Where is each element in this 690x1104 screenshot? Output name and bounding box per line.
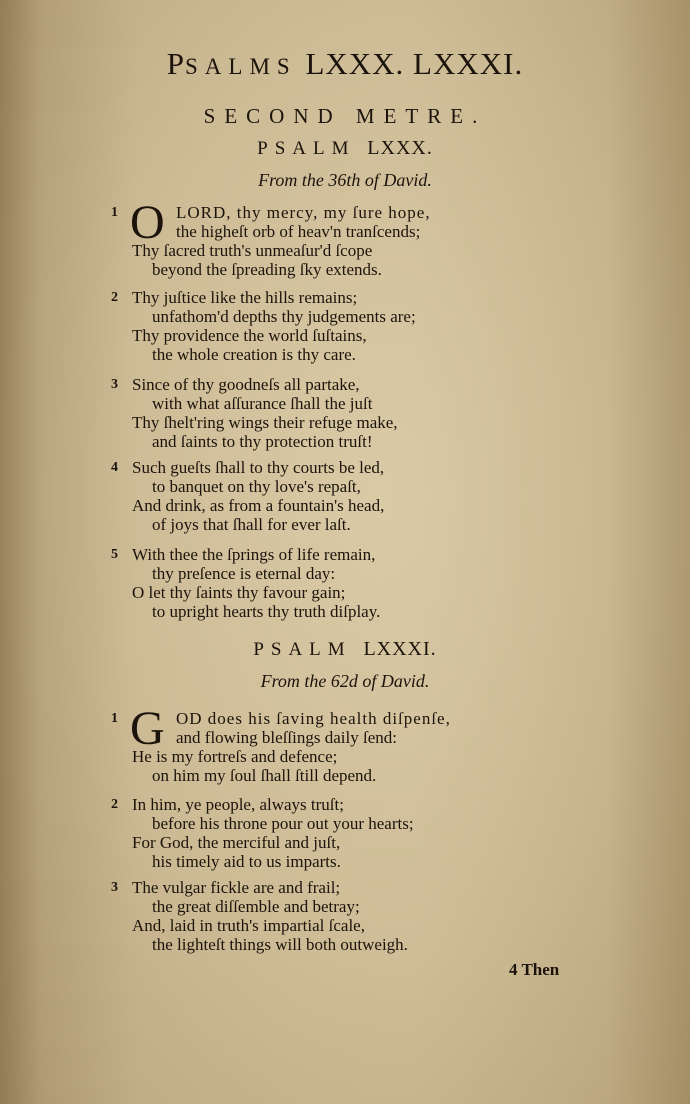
psalm-80-subtitle: From the 36th of David.	[258, 170, 432, 190]
psalm-80-title	[0, 137, 690, 160]
verse-line: Thy juſtice like the hills remains;	[132, 288, 358, 307]
verse-line: of joys that ſhall for ever laſt.	[152, 515, 351, 534]
verse-line: Such gueſts ſhall to thy courts be led,	[132, 458, 385, 477]
verse-line: on him my ſoul ſhall ſtill depend.	[152, 766, 377, 785]
verse-line: thy preſence is eternal day:	[152, 564, 336, 583]
verse-line: and ſaints to thy protection truſt!	[152, 432, 373, 451]
drop-initial: O	[130, 196, 165, 249]
verse-line: Thy ſacred truth's unmeaſur'd ſcope	[132, 241, 373, 260]
catchword: 4 Then	[509, 960, 560, 979]
verse-line: his timely aid to us imparts.	[152, 852, 341, 871]
metre-heading: SECOND METRE.	[203, 104, 487, 128]
verse-number: 2	[111, 797, 118, 812]
verse-line: Thy providence the world ſuſtains,	[132, 326, 367, 345]
verse-line: beyond the ſpreading ſky extends.	[152, 260, 382, 279]
verse-line: to banquet on thy love's repaſt,	[152, 477, 361, 496]
verse-line: O let thy ſaints thy favour gain;	[132, 583, 346, 602]
psalm-80-label: PSALM	[257, 138, 356, 159]
verse-line: For God, the merciful and juſt,	[132, 833, 341, 852]
running-head-small-caps: SALMS	[185, 54, 297, 79]
psalm-80-number: LXXX.	[367, 137, 433, 159]
psalm-81-subtitle: From the 62d of David.	[260, 671, 430, 691]
verse-line: the great diſſemble and betray;	[152, 897, 360, 916]
verse-line: He is my fortreſs and defence;	[132, 747, 338, 766]
verse-line: the whole creation is thy care.	[152, 345, 356, 364]
drop-initial: G	[130, 702, 165, 755]
verse-line: And drink, as from a fountain's head,	[132, 496, 385, 515]
verse-line: Thy ſhelt'ring wings their refuge make,	[132, 413, 398, 432]
psalm-81-title	[0, 638, 690, 661]
verse-line: The vulgar fickle are and frail;	[132, 878, 341, 897]
verse-line: before his throne pour out your hearts;	[152, 814, 414, 833]
verse-number: 4	[111, 460, 118, 475]
verse-line: In him, ye people, always truſt;	[132, 795, 344, 814]
verse-number: 2	[111, 290, 118, 305]
verse-number: 3	[111, 880, 118, 895]
verse-line: the lighteſt things will both outweigh.	[152, 935, 408, 954]
verse-number: 5	[111, 547, 118, 562]
verse-number: 3	[111, 377, 118, 392]
verse-line: OD does his ſaving health diſpenſe,	[176, 709, 451, 728]
verse-line: unfathom'd depths thy judgements are;	[152, 307, 416, 326]
verse-line: Since of thy goodneſs all partake,	[132, 375, 360, 394]
verse-line: to upright hearts thy truth diſplay.	[152, 602, 381, 621]
verse-number: 1	[111, 711, 118, 726]
verse-line: With thee the ſprings of life remain,	[132, 545, 376, 564]
verse-line: LORD, thy mercy, my ſure hope,	[176, 203, 431, 222]
verse-line: with what aſſurance ſhall the juſt	[152, 394, 373, 413]
psalm-81-label: PSALM	[253, 639, 352, 660]
verse-number: 1	[111, 205, 118, 220]
running-head-prefix: P	[166, 46, 185, 81]
psalm-81-number: LXXXI.	[363, 638, 437, 660]
running-head	[0, 46, 690, 82]
verse-line: the higheſt orb of heav'n tranſcends;	[176, 222, 421, 241]
verse-line: and flowing bleſſings daily ſend:	[176, 728, 397, 747]
verse-line: And, laid in truth's impartial ſcale,	[132, 916, 365, 935]
running-head-numerals: LXXX. LXXXI.	[305, 46, 524, 81]
